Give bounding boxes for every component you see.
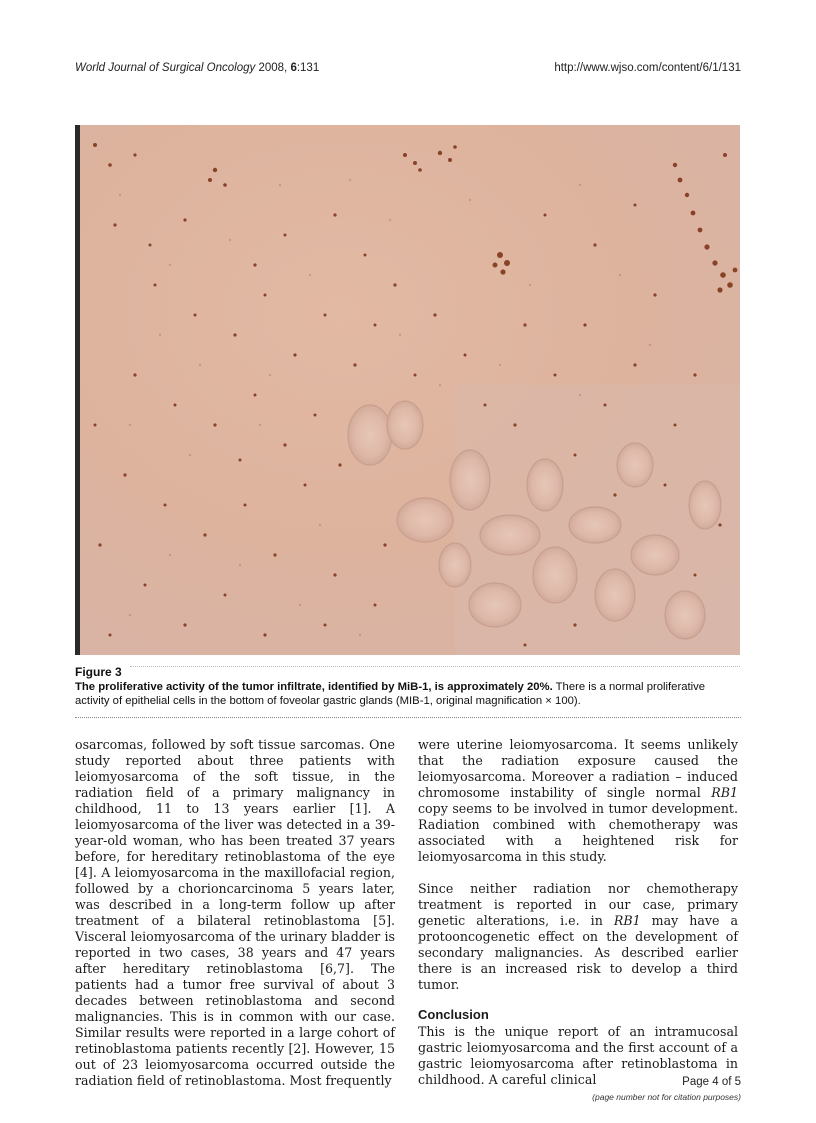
micrograph-image [75, 125, 740, 655]
figure-caption-rule [75, 717, 741, 718]
figure-caption-text: There is a normal proliferative activity of epithelial cells in the bottom of foveolar gastric glands (MIB-1, original magnification × 100). [75, 680, 706, 707]
text-run: may have a protooncogenetic effect on the development of secondary malignancies. As described earlier there is an increased risk to develop a third tumor. [418, 913, 738, 992]
conclusion-paragraph: This is the unique report of an intramucosal gastric leiomyosarcoma and the first account of a gastric leiomyosarcoma after retinoblastoma in childhood. A careful clinical [418, 1024, 738, 1087]
figure-left-border [75, 125, 80, 655]
figure-title: The proliferative activity of the tumor infiltrate, identified by MiB-1, is approximately 20%. [75, 680, 553, 693]
article-number: :131 [296, 62, 320, 74]
right-column [418, 737, 738, 1088]
journal-volume: 6 [290, 62, 297, 74]
figure-caption [75, 665, 741, 709]
body-paragraph-2 [418, 881, 738, 993]
article-url[interactable]: http://www.wjso.com/content/6/1/131 [554, 62, 741, 74]
journal-year: 2008, [258, 62, 291, 74]
left-column [75, 737, 395, 1089]
journal-name: World Journal of Surgical Oncology [75, 62, 256, 74]
citation-note: (page number not for citation purposes) [592, 1092, 741, 1102]
body-paragraph-1 [418, 737, 738, 865]
section-heading-conclusion: Conclusion [418, 1007, 489, 1022]
figure-label: Figure 3 [75, 665, 122, 679]
gene-name: RB1 [613, 913, 641, 928]
text-run: copy seems to be involved in tumor development. Radiation combined with chemotherapy was associated with a heightened risk for leiomyosarcoma in this study. [418, 801, 738, 864]
body-paragraph: osarcomas, followed by soft tissue sarcomas. One study reported about three patients with leiomyosarcoma of the soft tissue, in the radiation field of a primary malignancy in childhood, 11 to 13 years earlier [1]. A leiomyosarcoma of the liver was detected in a 39-year-old woman, who has been treated 37 years before, for hereditary retinoblastoma of the eye [4]. A leiomyosarcoma in the maxillofacial region, followed by a chorioncarcinoma 5 years later, was described in a long-term follow up after treatment of a bilateral retinoblastoma [5]. Visceral leiomyosarcoma of the urinary bladder is reported in two cases, 38 years and 47 years after hereditary retinoblastoma [6,7]. The patients had a tumor free survival of about 3 decades between retinoblastoma and second malignancies. This is in common with our case. Similar results were reported in a large cohort of retinoblastoma patients recently [2]. However, 15 out of 23 leiomyosarcoma occurred outside the radiation field of retinoblastoma. Most frequently [75, 737, 395, 1088]
text-run: were uterine leiomyosarcoma. It seems unlikely that the radiation exposure caused the leiomyosarcoma. Moreover a radiation – induced chromosome instability of single normal [418, 737, 738, 800]
gene-name: RB1 [711, 785, 738, 800]
micrograph-figure [75, 125, 740, 655]
text-run: Since neither radiation nor chemotherapy treatment is reported in our case, primary genetic alterations, i.e. in [418, 881, 738, 928]
running-header-journal [75, 62, 319, 74]
page-number: Page 4 of 5 [682, 1076, 741, 1088]
